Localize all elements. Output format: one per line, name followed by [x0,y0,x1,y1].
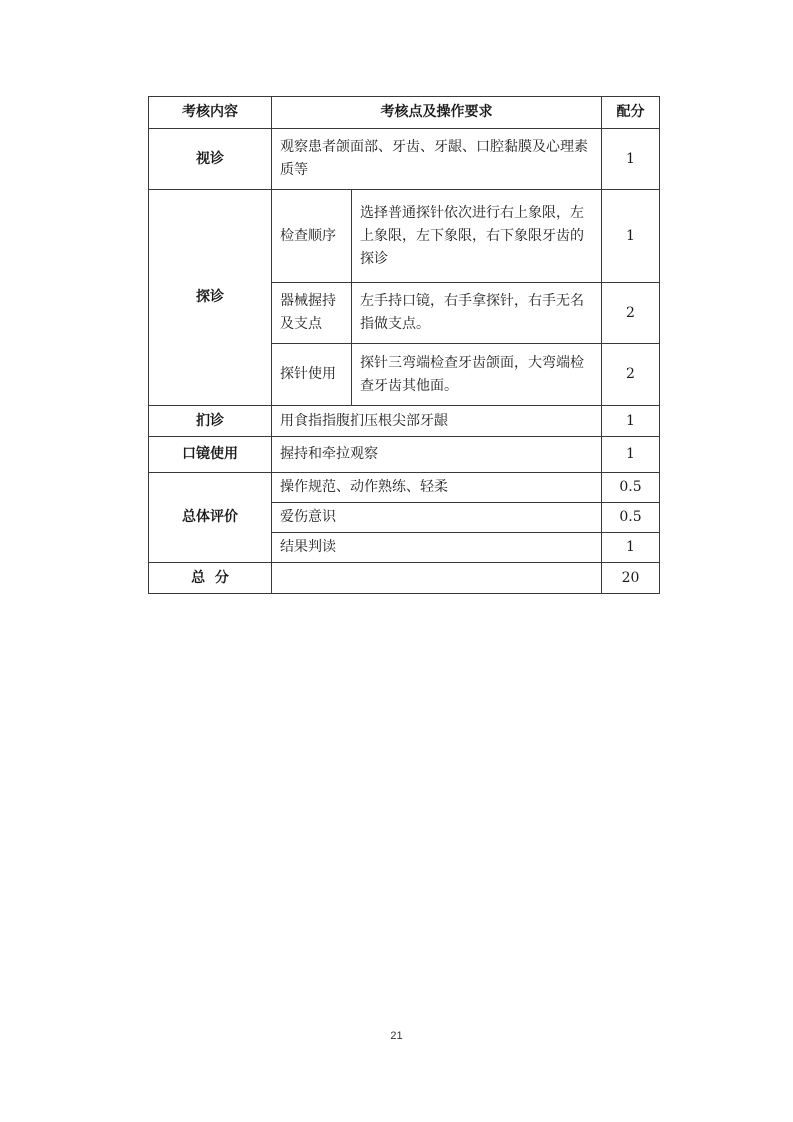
header-content: 考核内容 [149,97,272,129]
score-overall-care: 0.5 [602,503,660,533]
score-visual: 1 [602,129,660,190]
category-mirror: 口镜使用 [149,437,272,473]
category-visual: 视诊 [149,129,272,190]
header-requirements: 考核点及操作要求 [272,97,602,129]
requirement-probing-use: 探针三弯端检查牙齿颌面，大弯端检查牙齿其他面。 [352,344,602,406]
table-row-percussion [149,406,660,437]
scoring-table [148,96,660,594]
table-row-mirror [149,437,660,473]
category-total: 总 分 [149,563,272,594]
page-number: 21 [390,1030,403,1042]
category-percussion: 扪诊 [149,406,272,437]
score-percussion: 1 [602,406,660,437]
score-overall-result: 1 [602,533,660,563]
requirement-probing-order: 选择普通探针依次进行右上象限，左上象限，左下象限，右下象限牙齿的探诊 [352,190,602,283]
subitem-probing-order: 检查顺序 [272,190,352,283]
score-probing-order: 1 [602,190,660,283]
score-total: 20 [602,563,660,594]
table-row-visual [149,129,660,190]
table-row-probing-order [149,190,660,283]
score-mirror: 1 [602,437,660,473]
requirement-percussion: 用食指指腹扪压根尖部牙龈 [272,406,602,437]
requirement-total-empty [272,563,602,594]
requirement-mirror: 握持和牵拉观察 [272,437,602,473]
score-probing-use: 2 [602,344,660,406]
header-row [149,97,660,129]
requirement-visual: 观察患者颌面部、牙齿、牙龈、口腔黏膜及心理素质等 [272,129,602,190]
header-score: 配分 [602,97,660,129]
requirement-overall-result: 结果判读 [272,533,602,563]
score-probing-grip: 2 [602,283,660,344]
score-overall-standard: 0.5 [602,473,660,503]
requirement-overall-standard: 操作规范、动作熟练、轻柔 [272,473,602,503]
requirement-overall-care: 爱伤意识 [272,503,602,533]
subitem-probing-use: 探针使用 [272,344,352,406]
scoring-sheet [148,96,659,594]
table-row-total [149,563,660,594]
subitem-probing-grip: 器械握持及支点 [272,283,352,344]
table-row-overall-standard [149,473,660,503]
category-probing: 探诊 [149,190,272,406]
category-overall: 总体评价 [149,473,272,563]
requirement-probing-grip: 左手持口镜，右手拿探针，右手无名指做支点。 [352,283,602,344]
